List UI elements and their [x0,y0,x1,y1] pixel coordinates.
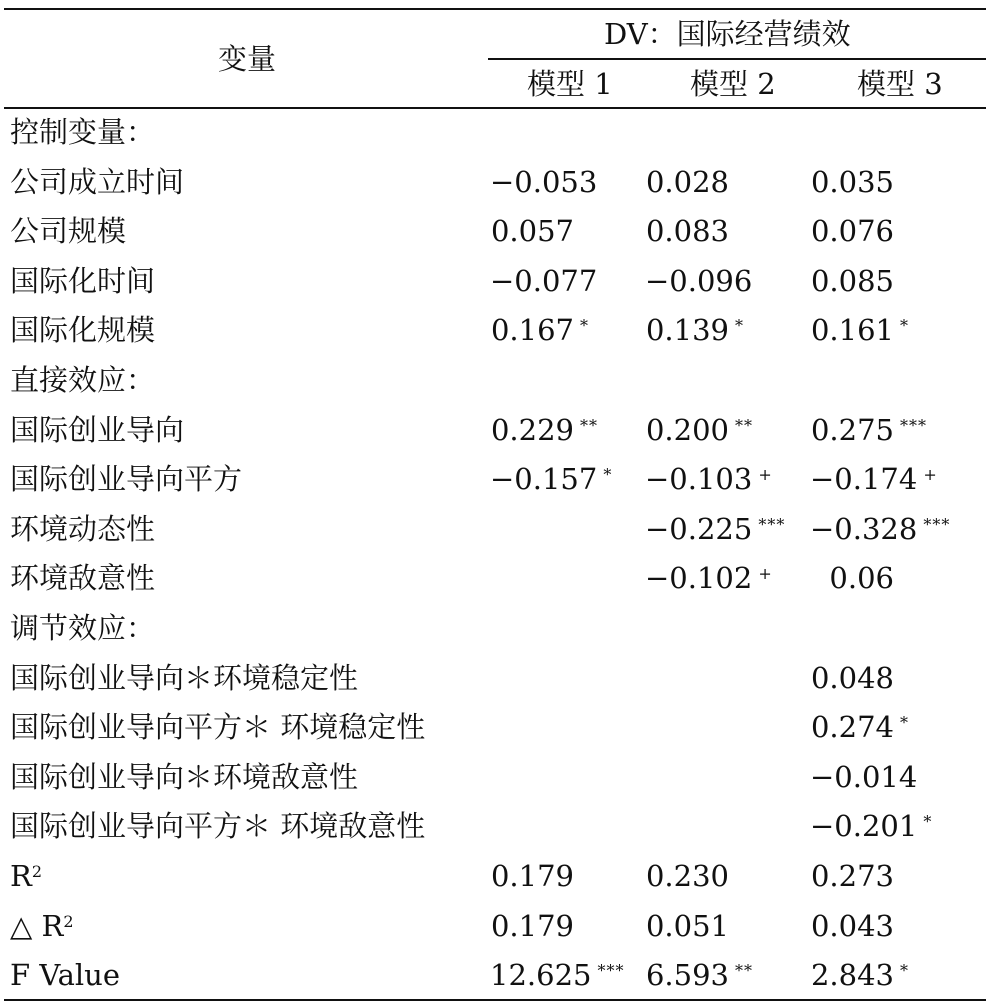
significance-mark: + [758,564,773,583]
significance-mark: *** [923,515,951,534]
significance-mark: *** [597,961,625,980]
cell-value: 0.085 [810,264,894,298]
row-label [10,859,42,893]
cell-value: −0.077 [490,264,598,298]
header-variable: 变量 [218,42,277,76]
row-label-text: 公司成立时间 [10,165,185,199]
cell-value: 6.593 [645,958,729,992]
table-cell-model-3 [810,165,940,199]
table-cell-model-3 [810,710,940,744]
row-label-text: 国际化规模 [10,313,156,347]
row-label-text: F Value [10,958,121,992]
row-label [10,512,155,546]
table-top-rule [4,8,986,10]
row-label [10,413,184,447]
row-label-text: 调节效应： [10,611,156,645]
table-cell-model-1 [490,958,625,992]
table-cell-model-3 [810,313,940,347]
row-label-text: 环境敌意性 [10,561,156,595]
row-label-text: 国际创业导向＊环境稳定性 [10,661,359,695]
table-cell-model-3 [810,264,940,298]
cell-value: 0.076 [810,214,894,248]
cell-value: 0.035 [810,165,894,199]
row-label-text: 国际创业导向＊环境敌意性 [10,760,359,794]
table-cell-model-2 [645,214,775,248]
cell-value: −0.053 [490,165,598,199]
significance-mark: *** [900,416,927,435]
table-cell-model-2 [645,958,775,992]
cell-value: 0.179 [490,909,574,943]
cell-value: 0.230 [645,859,729,893]
table-cell-model-3 [810,413,940,447]
row-label-text: 国际化时间 [10,264,156,298]
significance-mark: * [923,812,933,831]
row-label-text: 国际创业导向平方＊ 环境敌意性 [10,809,426,843]
cell-value: 0.048 [810,661,894,695]
cell-value: −0.096 [645,264,753,298]
row-label [10,264,155,298]
row-label [10,462,242,496]
cell-value: −0.102 [645,561,753,595]
significance-mark: * [603,465,613,484]
cell-value: 0.083 [645,214,729,248]
row-label-text: 直接效应： [10,363,156,397]
table-cell-model-3 [810,561,940,595]
cell-value: 0.275 [810,413,894,447]
row-label [10,760,358,794]
row-label [10,313,155,347]
significance-mark: ** [735,961,753,980]
significance-mark: ** [735,416,753,435]
table-cell-model-1 [490,413,620,447]
row-label [10,710,425,744]
table-cell-model-3 [810,809,940,843]
cell-value: 0.167 [490,313,574,347]
header-sub-rule [488,58,986,60]
row-label-superscript: 2 [63,912,74,931]
row-label-text: 环境动态性 [10,512,156,546]
row-label [10,115,155,149]
significance-mark: * [900,316,909,335]
header-model-3: 模型 3 [857,67,943,101]
table-cell-model-2 [645,859,775,893]
table-cell-model-2 [645,313,775,347]
header-model-2: 模型 2 [690,67,776,101]
row-label [10,611,155,645]
row-label [10,958,120,992]
cell-value: 0.179 [490,859,574,893]
row-label [10,909,74,943]
significance-mark: * [580,316,589,335]
table-cell-model-3 [810,859,940,893]
table-cell-model-1 [490,165,620,199]
cell-value: 0.028 [645,165,729,199]
table-cell-model-2 [645,512,786,546]
cell-value: 2.843 [810,958,894,992]
significance-mark: + [923,465,938,484]
cell-value: −0.157 [490,462,598,496]
row-label-text: △ R [10,909,64,943]
table-cell-model-1 [490,214,620,248]
table-bottom-rule [4,999,986,1001]
header-model-1: 模型 1 [527,67,613,101]
significance-mark: ** [580,416,598,435]
cell-value: −0.201 [810,809,918,843]
table-cell-model-3 [810,909,940,943]
cell-value: 0.229 [490,413,574,447]
cell-value: −0.014 [810,760,918,794]
table-cell-model-2 [645,413,775,447]
significance-mark: * [900,713,909,732]
row-label [10,661,358,695]
significance-mark: *** [758,515,786,534]
table-cell-model-3 [810,661,940,695]
table-cell-model-3 [810,512,951,546]
cell-value: −0.174 [810,462,918,496]
significance-mark: + [758,465,773,484]
table-cell-model-2 [645,462,775,496]
header-dependent-variable: DV：国际经营绩效 [604,17,851,51]
cell-value: 0.057 [490,214,574,248]
row-label [10,165,184,199]
table-cell-model-1 [490,909,620,943]
table-cell-model-3 [810,462,940,496]
cell-value: 0.06 [829,561,894,595]
cell-value: 0.139 [645,313,729,347]
table-cell-model-2 [645,165,775,199]
row-label-text: R [10,859,32,893]
table-cell-model-2 [645,909,775,943]
cell-value: 0.051 [645,909,729,943]
table-cell-model-2 [645,264,775,298]
row-label [10,561,155,595]
cell-value: −0.225 [645,512,753,546]
row-label [10,363,155,397]
row-label-text: 国际创业导向 [10,413,185,447]
row-label [10,809,425,843]
cell-value: −0.103 [645,462,753,496]
table-cell-model-3 [810,214,940,248]
table-cell-model-1 [490,264,620,298]
cell-value: 0.274 [810,710,894,744]
cell-value: 0.161 [810,313,894,347]
row-label-text: 控制变量： [10,115,156,149]
cell-value: −0.328 [810,512,918,546]
cell-value: 12.625 [490,958,592,992]
table-cell-model-3 [810,760,940,794]
row-label-text: 国际创业导向平方＊ 环境稳定性 [10,710,426,744]
row-label [10,214,126,248]
row-label-text: 公司规模 [10,214,127,248]
significance-mark: * [900,961,909,980]
cell-value: 0.273 [810,859,894,893]
row-label-text: 国际创业导向平方 [10,462,243,496]
table-cell-model-1 [490,313,620,347]
table-cell-model-2 [645,561,775,595]
header-bottom-rule [4,107,986,109]
table-cell-model-3 [810,958,940,992]
cell-value: 0.200 [645,413,729,447]
cell-value: 0.043 [810,909,894,943]
significance-mark: * [735,316,744,335]
table-cell-model-1 [490,462,620,496]
table-cell-model-1 [490,859,620,893]
row-label-superscript: 2 [31,862,43,881]
